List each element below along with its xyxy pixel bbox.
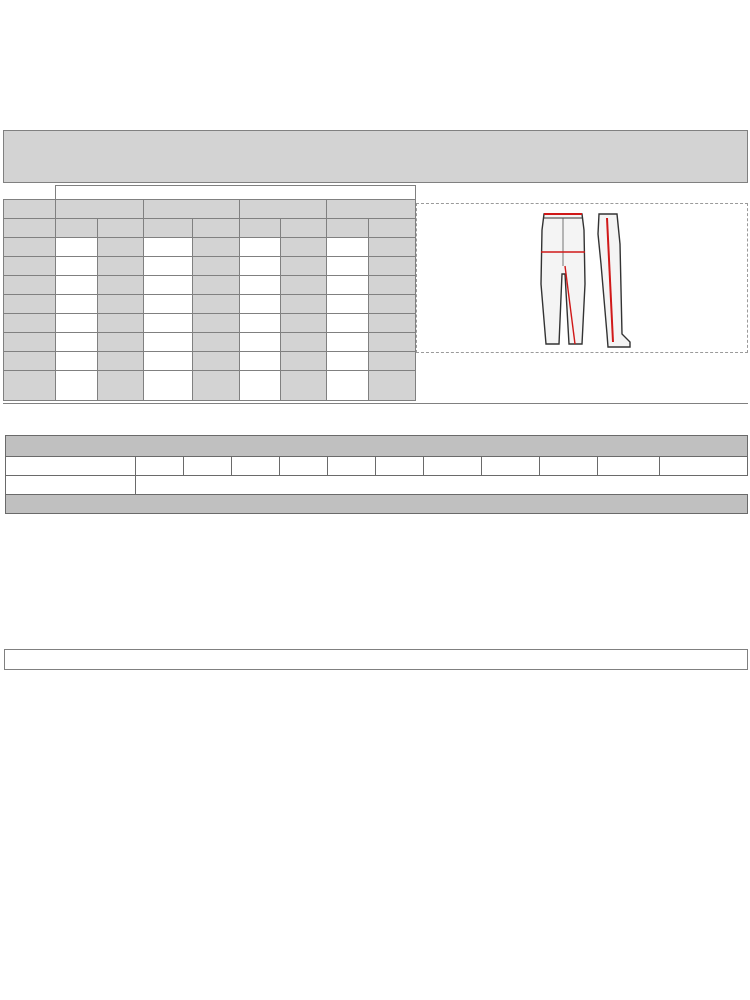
weight-kgs-label (6, 436, 748, 457)
unit-inch-header (98, 219, 144, 238)
inch-value-cell (281, 371, 327, 401)
inch-value-cell (281, 295, 327, 314)
cm-value-cell (327, 352, 369, 371)
kg-header-cell (424, 457, 482, 476)
size-cell (4, 371, 56, 401)
pants-illustration (417, 204, 747, 352)
size-cell (4, 314, 56, 333)
col-waist (56, 200, 144, 219)
inch-value-cell (281, 352, 327, 371)
cm-value-cell (144, 276, 193, 295)
lbs-row-blank-left (6, 476, 136, 495)
cm-value-cell (327, 295, 369, 314)
inch-value-cell (281, 238, 327, 257)
kg-header-cell (376, 457, 424, 476)
size-cell (4, 352, 56, 371)
inch-value-cell (193, 257, 240, 276)
cm-value-cell (56, 371, 98, 401)
cm-value-cell (327, 257, 369, 276)
inch-value-cell (281, 276, 327, 295)
cm-value-cell (56, 257, 98, 276)
inch-value-cell (281, 333, 327, 352)
cm-value-cell (144, 238, 193, 257)
unit-cm-header (56, 219, 98, 238)
size-note (3, 130, 748, 183)
inch-value-cell (98, 295, 144, 314)
inch-value-cell (281, 257, 327, 276)
unit-cm-header (240, 219, 281, 238)
kg-header-cell (328, 457, 376, 476)
kg-header-cell (482, 457, 540, 476)
size-cell (4, 295, 56, 314)
size-cell (4, 333, 56, 352)
inch-value-cell (193, 314, 240, 333)
inch-value-cell (369, 276, 416, 295)
col-length (327, 200, 416, 219)
unit-inch-header (369, 219, 416, 238)
inch-value-cell (98, 352, 144, 371)
cm-value-cell (56, 238, 98, 257)
inch-value-cell (369, 371, 416, 401)
cm-value-cell (144, 295, 193, 314)
unit-cm-header (144, 219, 193, 238)
section-divider (3, 403, 748, 404)
inch-value-cell (193, 371, 240, 401)
col-size (4, 219, 56, 238)
cm-value-cell (327, 276, 369, 295)
kg-header-cell (232, 457, 280, 476)
inch-value-cell (369, 352, 416, 371)
inch-value-cell (369, 333, 416, 352)
inch-value-cell (98, 238, 144, 257)
size-cell (4, 257, 56, 276)
inch-value-cell (193, 238, 240, 257)
col-hip (144, 200, 240, 219)
inch-value-cell (281, 314, 327, 333)
cm-value-cell (327, 371, 369, 401)
kg-header-cell (184, 457, 232, 476)
cm-value-cell (240, 295, 281, 314)
cm-value-cell (144, 333, 193, 352)
inch-value-cell (369, 314, 416, 333)
cm-value-cell (56, 352, 98, 371)
unit-inch-header (193, 219, 240, 238)
size-cell (4, 238, 56, 257)
col-thigh (240, 200, 327, 219)
col-asian (4, 200, 56, 219)
cm-value-cell (240, 238, 281, 257)
cm-value-cell (240, 371, 281, 401)
kg-row-blank-right (660, 457, 748, 476)
size-sheet (3, 130, 748, 670)
inch-value-cell (369, 295, 416, 314)
cm-value-cell (240, 352, 281, 371)
weight-lbs-label (6, 495, 748, 514)
kg-row-blank-left (6, 457, 136, 476)
size-chart-title (3, 406, 748, 434)
inch-value-cell (369, 257, 416, 276)
kg-header-cell (280, 457, 328, 476)
cm-value-cell (56, 276, 98, 295)
pants-diagram (416, 203, 748, 353)
kg-header-cell (136, 457, 184, 476)
cm-value-cell (144, 352, 193, 371)
unit-inch-header (281, 219, 327, 238)
cm-value-cell (240, 333, 281, 352)
side-pants-outline (598, 214, 630, 347)
cm-value-cell (144, 257, 193, 276)
footer-message (4, 649, 748, 670)
size-cell (4, 276, 56, 295)
unit-cm-header (327, 219, 369, 238)
inch-value-cell (369, 238, 416, 257)
size-information-table (3, 185, 416, 401)
cm-value-cell (144, 314, 193, 333)
cm-value-cell (144, 371, 193, 401)
hand-measurement-note (416, 374, 748, 401)
inch-value-cell (98, 314, 144, 333)
inch-value-cell (98, 371, 144, 401)
cm-value-cell (56, 314, 98, 333)
inch-value-cell (193, 276, 240, 295)
inch-value-cell (98, 276, 144, 295)
cm-value-cell (240, 276, 281, 295)
cm-value-cell (56, 295, 98, 314)
cm-value-cell (240, 314, 281, 333)
size-info-title-blank-left (4, 186, 56, 200)
cm-value-cell (240, 257, 281, 276)
inch-value-cell (98, 257, 144, 276)
cm-value-cell (327, 333, 369, 352)
size-chart-table (5, 435, 748, 514)
cm-value-cell (327, 238, 369, 257)
cm-value-cell (327, 314, 369, 333)
inch-value-cell (98, 333, 144, 352)
cm-value-cell (56, 333, 98, 352)
inch-value-cell (193, 352, 240, 371)
kg-row-blank-inch (598, 457, 660, 476)
size-info-title (56, 186, 416, 200)
kg-header-cell (540, 457, 598, 476)
inch-value-cell (193, 333, 240, 352)
inch-value-cell (193, 295, 240, 314)
